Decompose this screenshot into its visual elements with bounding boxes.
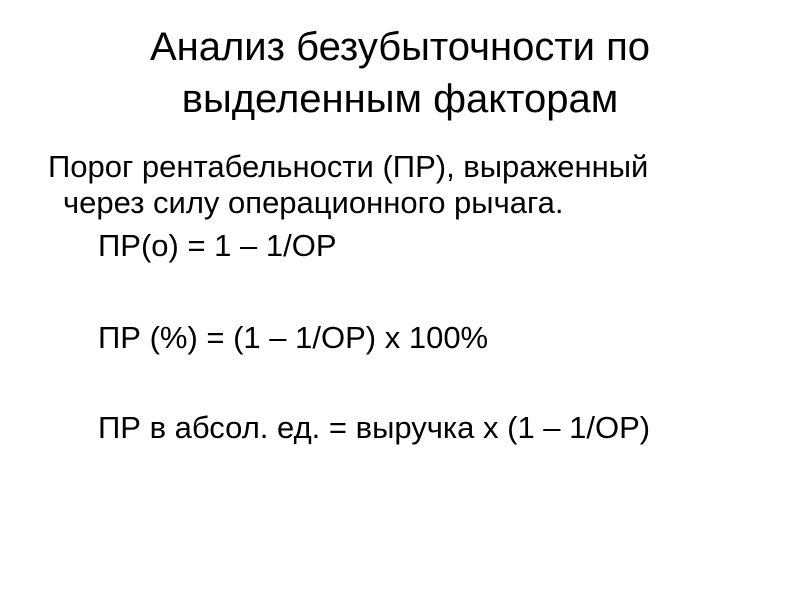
formula-threshold-absolute: ПР в абсол. ед. = выручка х (1 – 1/ОР) [98, 410, 651, 445]
slide-title-line-1: Анализ безубыточности по [149, 25, 651, 69]
slide-body [0, 149, 800, 446]
formula-list [48, 228, 764, 446]
slide-title-line-2: выделенным факторам [181, 77, 619, 121]
formula-threshold-operational: ПР(о) = 1 – 1/ОР [98, 228, 337, 263]
lead-paragraph [48, 149, 764, 221]
formula-threshold-percent: ПР (%) = (1 – 1/ОР) х 100% [98, 320, 489, 355]
slide-title [0, 0, 800, 125]
lead-paragraph-line-1: Порог рентабельности (ПР), выраженный [48, 149, 649, 184]
lead-paragraph-line-2: через силу операционного рычага. [63, 185, 564, 220]
